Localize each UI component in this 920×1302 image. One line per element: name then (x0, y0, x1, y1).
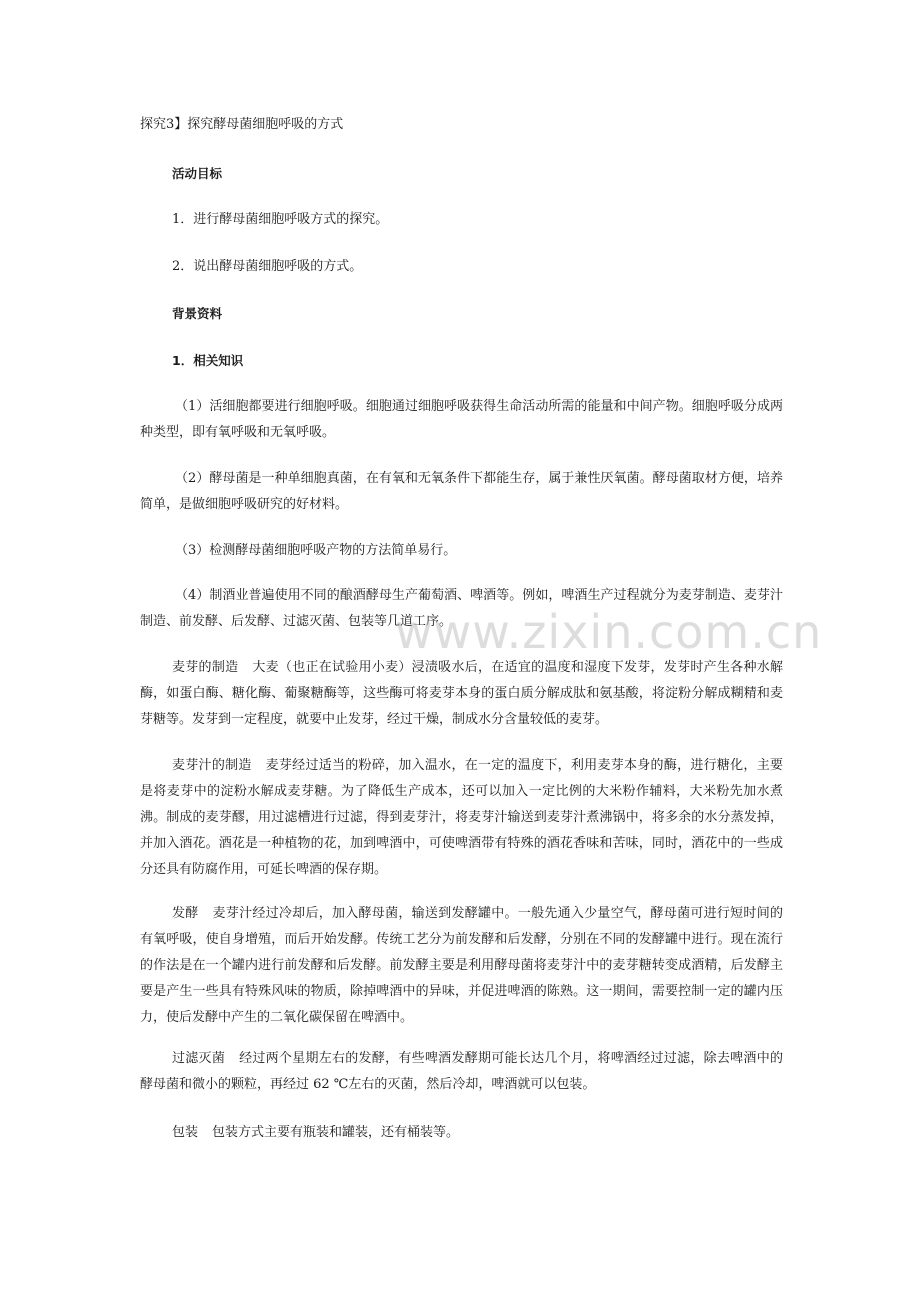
process-term: 麦芽的制造 (172, 660, 239, 675)
process-paragraph (140, 1046, 783, 1098)
process-term: 麦芽汁的制造 (172, 758, 252, 773)
process-text: 包装方式主要有瓶装和罐装，还有桶装等。 (212, 1125, 460, 1140)
goals-heading: 活动目标 (172, 166, 223, 181)
knowledge-paragraph: （1）活细胞都要进行细胞呼吸。细胞通过细胞呼吸获得生命活动所需的能量和中间产物。细胞呼吸分成两种类型，即有氧呼吸和无氧呼吸。 (140, 399, 783, 440)
process-text: 麦芽经过适当的粉碎，加入温水，在一定的温度下，利用麦芽本身的酶，进行糖化，主要是将麦芽中的淀粉水解成麦芽糖。为了降低生产成本，还可以加入一定比例的大米粉作辅料，大米粉先加水煮沸。制成的麦芽醪，用过滤槽进行过滤，得到麦芽汁，将麦芽汁输送到麦芽汁煮沸锅中，将多余的水分蒸发掉，并加入酒花。酒花是一种植物的花，加到啤酒中，可使啤酒带有特殊的酒花香味和苦味，同时，酒花中的一些成分还具有防腐作用，可延长啤酒的保存期。 (140, 758, 783, 877)
page-title: 探究3】探究酵母菌细胞呼吸的方式 (140, 117, 344, 132)
background-heading: 背景资料 (172, 306, 223, 321)
goal-item: 2．说出酵母菌细胞呼吸的方式。 (172, 259, 363, 274)
process-paragraph (140, 1120, 783, 1146)
process-term: 发酵 (172, 906, 199, 921)
knowledge-paragraph: （3）检测酵母菌细胞呼吸产物的方法简单易行。 (175, 543, 457, 558)
goal-item: 1．进行酵母菌细胞呼吸方式的探究。 (172, 212, 389, 227)
knowledge-heading: 1．相关知识 (172, 353, 244, 368)
process-text: 麦芽汁经过冷却后，加入酵母菌，输送到发酵罐中。一般先通入少量空气，酵母菌可进行短时间的有氧呼吸，使自身增殖，而后开始发酵。传统工艺分为前发酵和后发酵，分别在不同的发酵罐中进行。现在流行的作法是在一个罐内进行前发酵和后发酵。前发酵主要是利用酵母菌将麦芽汁中的麦芽糖转变成酒精，后发酵主要是产生一些具有特殊风味的物质，除掉啤酒中的异味，并促进啤酒的陈熟。这一期间，需要控制一定的罐内压力，使后发酵中产生的二氧化碳保留在啤酒中。 (140, 906, 783, 1025)
process-term: 过滤灭菌 (172, 1051, 226, 1066)
knowledge-paragraph: （4）制酒业普遍使用不同的酿酒酵母生产葡萄酒、啤酒等。例如，啤酒生产过程就分为麦芽制造、麦芽汁制造、前发酵、后发酵、过滤灭菌、包装等几道工序。 (140, 588, 783, 629)
process-term: 包装 (172, 1125, 199, 1140)
process-paragraph (140, 901, 783, 1031)
process-paragraph (140, 655, 783, 733)
process-text: 经过两个星期左右的发酵，有些啤酒发酵期可能长达几个月，将啤酒经过过滤，除去啤酒中的酵母菌和微小的颗粒，再经过 62 ℃左右的灭菌，然后冷却，啤酒就可以包装。 (140, 1051, 783, 1092)
process-text: 大麦（也正在试验用小麦）浸渍吸水后，在适宜的温度和湿度下发芽，发芽时产生各种水解酶，如蛋白酶、糖化酶、葡聚糖酶等，这些酶可将麦芽本身的蛋白质分解成肽和氨基酸，将淀粉分解成糊精和麦芽糖等。发芽到一定程度，就要中止发芽，经过干燥，制成水分含量较低的麦芽。 (140, 660, 783, 727)
watermark: www.zixin.com.cn (395, 605, 823, 659)
process-paragraph (140, 753, 783, 883)
knowledge-paragraph: （2）酵母菌是一种单细胞真菌，在有氧和无氧条件下都能生存，属于兼性厌氧菌。酵母菌取材方便，培养简单，是做细胞呼吸研究的好材料。 (140, 471, 783, 512)
